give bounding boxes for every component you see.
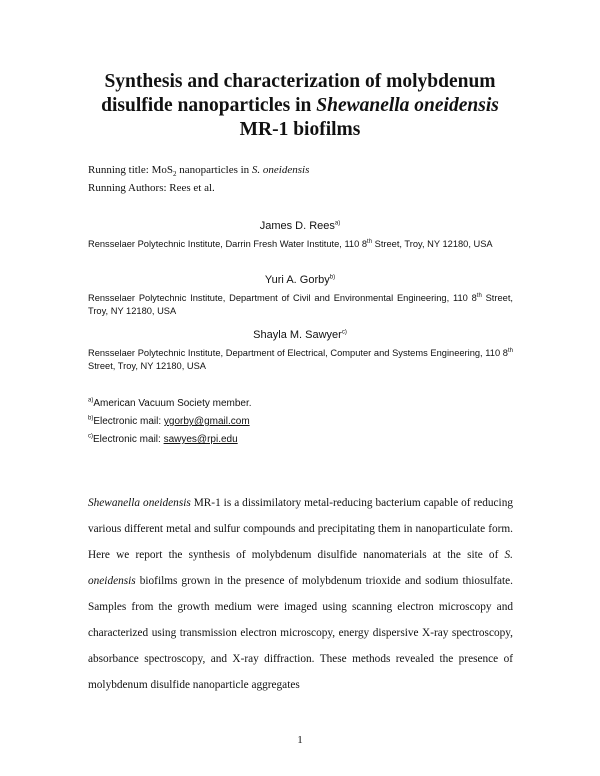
abstract-paragraph: Shewanella oneidensis MR-1 is a dissimilatory metal-reducing bacterium capable of reducing various different metal and sulfur compounds and precipitating them in nanoparticulate form. Here we report the synthesis of molybdenum disulfide nanomaterials at the site of S. oneidensis biofilms grown in the presence of molybdenum trioxide and sodium thiosulfate. Samples from the growth medium were imaged using scanning electron microscopy and characterized using transmission electron microscopy, energy dispersive X-ray spectroscopy, absorbance spectroscopy, and X-ray diffraction. These methods revealed the presence of molybdenum disulfide nanoparticle aggregates [88,497,513,691]
author-affiliation: Rensselaer Polytechnic Institute, Department of Civil and Environmental Engineering, 110 8th Street, Troy, NY 12180, USA [88,292,513,316]
footnote-a: $^{a)}$American Vacuum Society member. [88,397,252,409]
footnote-b: $^{b)}$Electronic mail: ygorby@gmail.com [88,415,250,427]
author-affiliation: Rensselaer Polytechnic Institute, Department of Electrical, Computer and Systems Engineering, 110 8th Street, Troy, NY 12180, USA [88,347,513,371]
footnote-c: $^{c)}$Electronic mail: sawyes@rpi.edu [88,433,238,445]
running-title: Running title: MoS$_2$ nanoparticles in S. oneidensis [88,164,310,179]
page-number: 1 [297,734,303,746]
title-line-3: MR-1 biofilms [239,119,361,140]
email-link[interactable]: sawyes@rpi.edu [163,434,238,445]
abstract [88,490,513,698]
author-name: Yuri A. Gorby$^{b)}$ [264,274,336,286]
title-line-1: Synthesis and characterization of molybdenum [104,71,496,92]
title-species: Shewanella oneidensis [316,95,499,116]
running-authors: Running Authors: Rees et al. [88,182,215,194]
author-name: James D. Rees$^{a)}$ [259,220,341,232]
title-line-2: disulfide nanoparticles in Shewanella oneidensis [101,95,499,116]
paper-title [60,70,540,142]
email-link[interactable]: ygorby@gmail.com [163,416,250,427]
author-affiliation: Rensselaer Polytechnic Institute, Darrin Fresh Water Institute, 110 8th Street, Troy, NY 12180, USA [88,238,493,249]
author-name: Shayla M. Sawyer$^{c)}$ [253,329,347,341]
